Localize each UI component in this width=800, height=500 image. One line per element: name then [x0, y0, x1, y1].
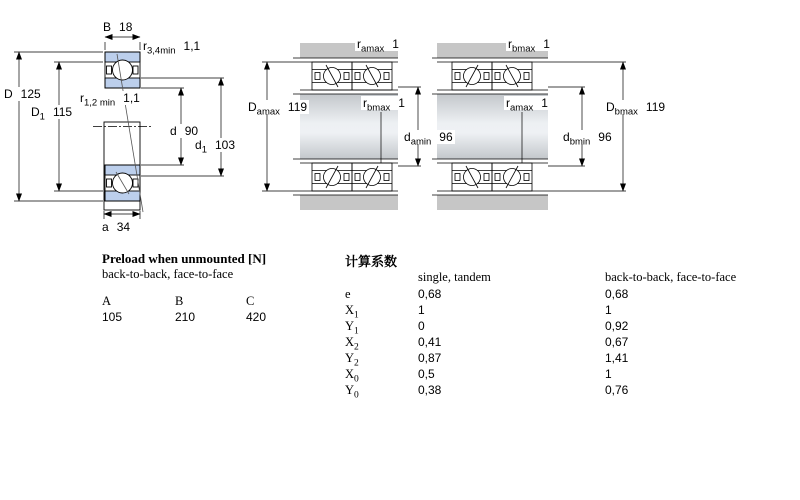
dim-label-D: D 125	[4, 87, 41, 101]
dim-label-D-amax: $D_{amax}$ 119	[248, 100, 308, 118]
dim-label-D-bmax: $D_{bmax}$ 119	[606, 100, 666, 118]
calc-row: $Y_1$ 0 0,92	[345, 319, 629, 337]
dim-label-d: d 90	[170, 124, 199, 138]
calc-col-header-single: single, tandem	[418, 270, 491, 284]
preload-subtitle: back-to-back, face-to-face	[102, 267, 234, 281]
dim-label-D1: $D_1$ 115	[31, 105, 73, 123]
dim-label-r12: $r_{1,2 min}$ 1,1	[80, 91, 140, 109]
ball	[113, 60, 133, 80]
calc-row: $X_0$ 0,5 1	[345, 367, 612, 385]
dim-label-d-bmin: $d_{bmin}$ 96	[563, 130, 612, 148]
calc-row: e 0,68 0,68	[345, 287, 629, 301]
preload-col-header: C	[246, 294, 255, 308]
dim-label-B: B 18	[103, 20, 133, 34]
calc-col-header-paired: back-to-back, face-to-face	[605, 270, 737, 284]
dim-label-r-bmax-top: $r_{bmax}$ 1	[508, 37, 550, 55]
bearing-pair-top	[452, 62, 532, 90]
housing-shaft-blocks	[300, 43, 398, 210]
bearing-cross-section-figure	[0, 0, 250, 245]
calc-row: $Y_0$ 0,38 0,76	[345, 383, 629, 401]
bearing-pair-bottom	[452, 163, 532, 191]
dim-label-r-bmax: $r_{bmax}$ 1	[363, 96, 405, 114]
preload-value: 420	[246, 310, 267, 324]
dim-label-r-amax: $r_{amax}$ 1	[506, 96, 548, 114]
calc-row: $X_2$ 0,41 0,67	[345, 335, 629, 353]
preload-value: 105	[102, 310, 123, 324]
calc-row: $X_1$ 1 1	[345, 303, 612, 321]
dim-label-d-amin: $d_{amin}$ 96	[404, 130, 453, 148]
preload-col-header: A	[102, 294, 112, 308]
paired-mounting-figure-b	[430, 35, 680, 225]
bearing-outline	[93, 52, 152, 212]
dim-label-r34: $r_{3,4min}$ 1,1	[143, 39, 201, 57]
calc-table	[345, 287, 628, 399]
dim-label-d1: $d_1$ 103	[195, 138, 236, 156]
bearing-pair-top	[312, 62, 392, 90]
bearing-pair-bottom	[312, 163, 392, 191]
preload-value: 210	[175, 310, 196, 324]
preload-col-header: B	[175, 294, 184, 308]
dim-label-a: a 34	[102, 220, 131, 234]
bearing-section-top	[105, 52, 140, 88]
calc-title: 计算系数	[345, 254, 398, 269]
dim-label-r-amax-top: $r_{amax}$ 1	[357, 37, 399, 55]
preload-table	[102, 294, 316, 326]
calc-row: $Y_2$ 0,87 1,41	[345, 351, 629, 369]
dimension-lines	[548, 62, 623, 191]
housing-shaft-blocks	[437, 43, 548, 210]
preload-title: Preload when unmounted [N]	[102, 251, 267, 266]
